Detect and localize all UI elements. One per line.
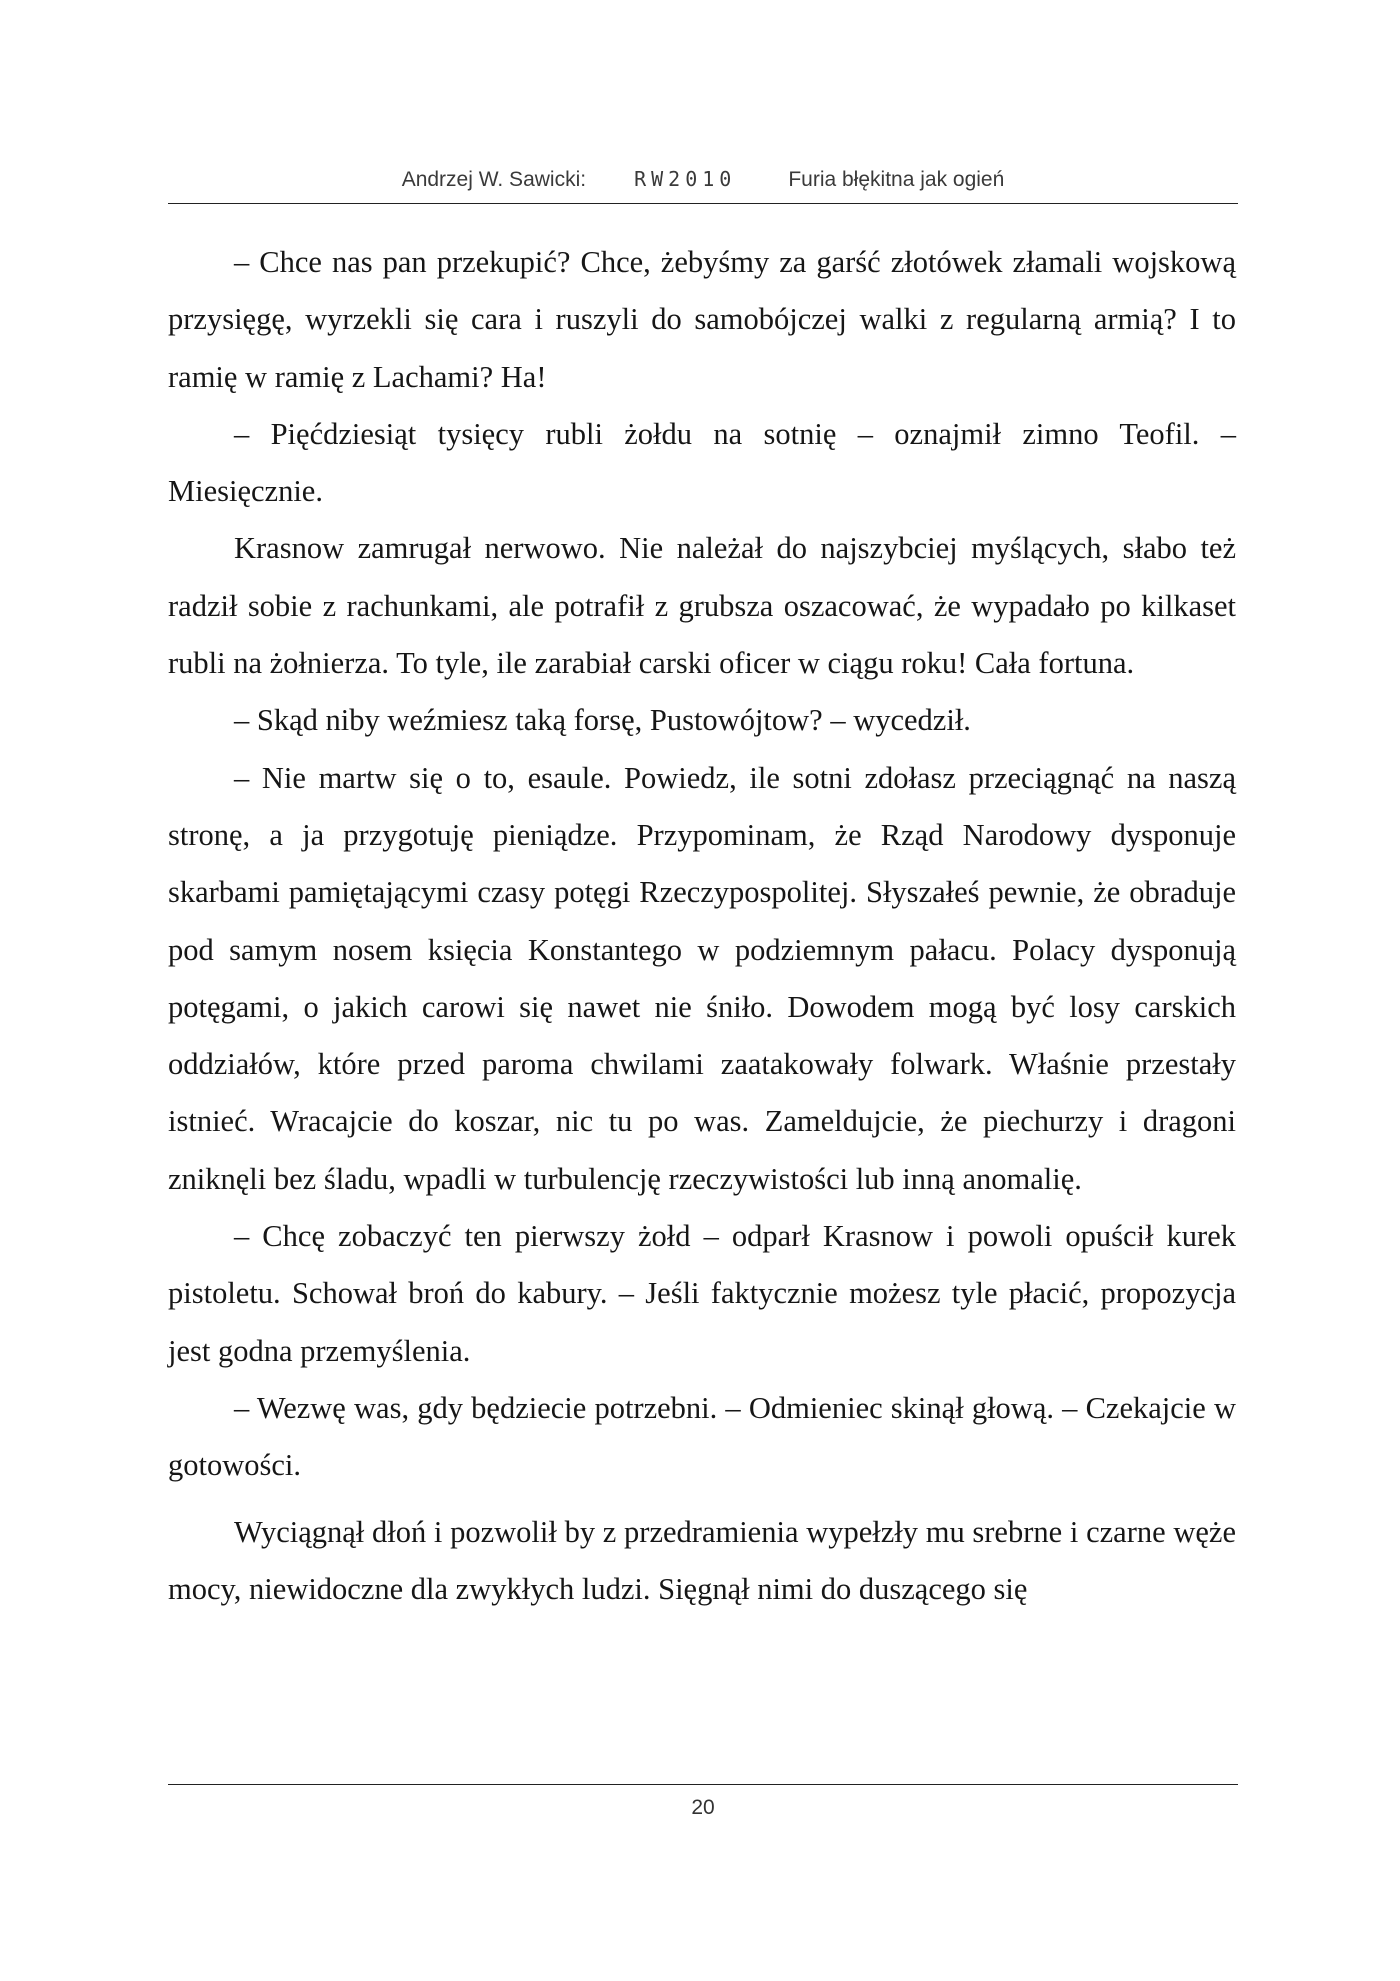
paragraph: – Nie martw się o to, esaule. Powiedz, ile sotni zdołasz przeciągnąć na naszą stronę, a ja przygotuję pieniądze. Przypominam, że Rząd Narodowy dysponuje skarbami pamiętającymi czasy potęgi Rzeczypospolitej. Słyszałeś pewnie, że obraduje pod samym nosem księcia Konstantego w podziemnym pałacu. Polacy dysponują potęgami, o jakich carowi się nawet nie śniło. Dowodem mogą być losy carskich oddziałów, które przed paroma chwilami zaatakowały folwark. Właśnie przestały istnieć. Wracajcie do koszar, nic tu po was. Zameldujcie, że piechurzy i dragoni zniknęli bez śladu, wpadli w turbulencję rzeczywistości lub inną anomalię.: [168, 760, 1236, 1196]
paragraph: Krasnow zamrugał nerwowo. Nie należał do najszybciej myślących, słabo też radził sobie z rachunkami, ale potrafił z grubsza oszacować, że wypadało po kilkaset rubli na żołnierza. To tyle, ile zarabiał carski oficer w ciągu roku! Cała fortuna.: [168, 531, 1236, 681]
paragraph: – Skąd niby weźmiesz taką forsę, Pustowójtow? – wycedził.: [234, 703, 971, 738]
header-title: Furia błękitna jak ogień: [788, 168, 1005, 191]
page-body: [168, 234, 1236, 1618]
footer-rule: [168, 1784, 1238, 1785]
paragraph: – Chce nas pan przekupić? Chce, żebyśmy za garść złotówek złamali wojskową przysięgę, wyrzekli się cara i ruszyli do samobójczej walki z regularną armią? I to ramię w ramię z Lachami? Ha!: [168, 245, 1236, 394]
header-series: RW2010: [634, 167, 737, 191]
header-rule: [168, 203, 1238, 204]
running-header: [168, 164, 1238, 194]
header-author: Andrzej W. Sawicki:: [401, 168, 587, 191]
paragraph: – Wezwę was, gdy będziecie potrzebni. – Odmieniec skinął głową. – Czekajcie w gotowości.: [168, 1390, 1236, 1483]
paragraph: Wyciągnął dłoń i pozwolił by z przedramienia wypełzły mu srebrne i czarne węże mocy, niewidoczne dla zwykłych ludzi. Sięgnął nimi do duszącego się: [168, 1514, 1236, 1606]
paragraph: – Pięćdziesiąt tysięcy rubli żołdu na sotnię – oznajmił zimno Teofil. – Miesięcznie.: [168, 416, 1236, 509]
paragraph: – Chcę zobaczyć ten pierwszy żołd – odparł Krasnow i powoli opuścił kurek pistoletu. Schował broń do kabury. – Jeśli faktycznie możesz tyle płacić, propozycja jest godna przemyślenia.: [168, 1219, 1236, 1368]
page-number: 20: [691, 1796, 715, 1819]
